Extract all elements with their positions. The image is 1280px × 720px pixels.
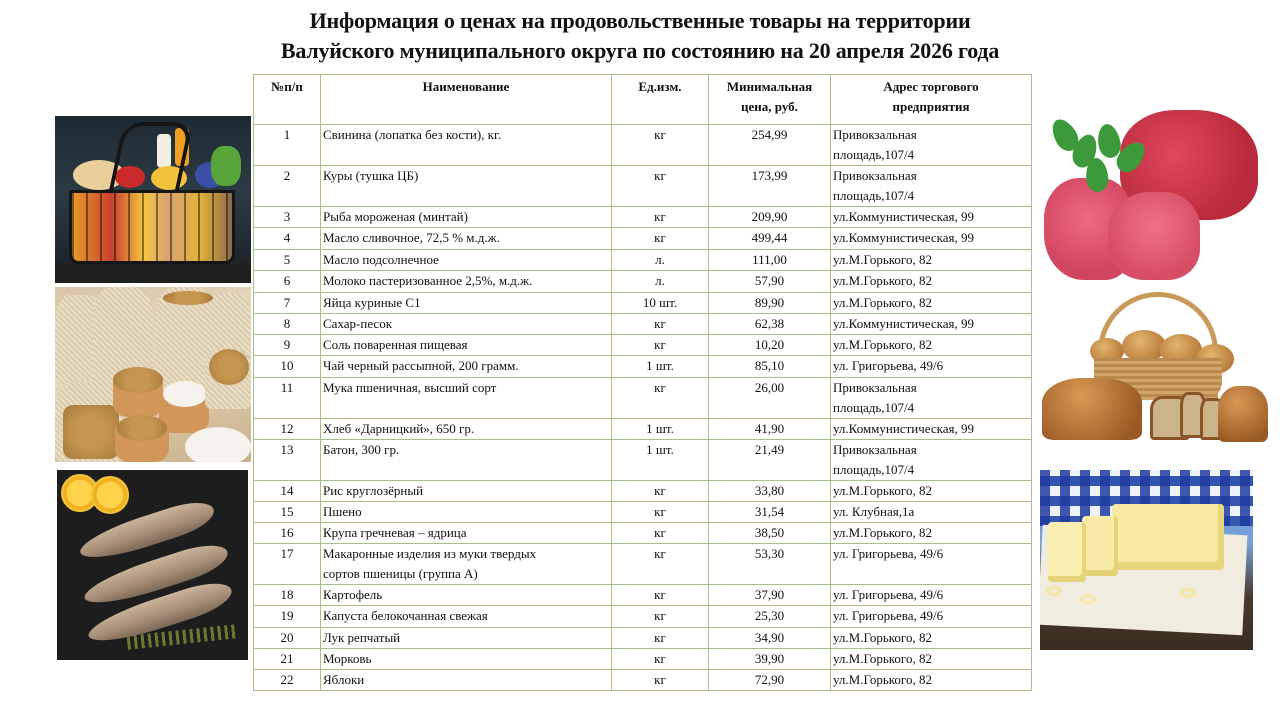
bread-basket-photo xyxy=(1040,290,1268,450)
cell-price: 62,38 xyxy=(709,314,831,335)
cell-price: 254,99 xyxy=(709,125,831,166)
cell-name xyxy=(321,250,612,271)
cell-name xyxy=(321,649,612,670)
cell-name-line1: Чай черный рассыпной, 200 грамм. xyxy=(323,358,519,373)
cell-num: 14 xyxy=(254,481,321,502)
cell-address-line2: ул. Григорьева, 49/6 xyxy=(833,358,944,373)
cell-name-line1: Капуста белокочанная свежая xyxy=(323,608,488,623)
cell-unit: 1 шт. xyxy=(612,419,709,440)
table-row xyxy=(254,166,1032,207)
cell-name-line1: Картофель xyxy=(323,587,383,602)
cell-address xyxy=(831,207,1032,228)
cell-unit: кг xyxy=(612,523,709,544)
cell-price: 26,00 xyxy=(709,378,831,419)
cell-price: 10,20 xyxy=(709,335,831,356)
cell-num: 21 xyxy=(254,649,321,670)
cell-name xyxy=(321,335,612,356)
cell-address-line2: ул.Коммунистическая, 99 xyxy=(833,316,974,331)
cell-name xyxy=(321,544,612,585)
col-header-unit: Ед.изм. xyxy=(612,75,709,125)
table-row xyxy=(254,628,1032,649)
table-row xyxy=(254,314,1032,335)
cell-address-line2: ул. Григорьева, 49/6 xyxy=(833,608,944,623)
cell-address-line1: Привокзальная xyxy=(833,442,917,457)
cell-name-line2: сортов пшеницы (группа А) xyxy=(323,566,478,581)
col-header-address xyxy=(831,75,1032,125)
cell-price: 38,50 xyxy=(709,523,831,544)
table-row xyxy=(254,250,1032,271)
table-row xyxy=(254,271,1032,293)
cell-address-line2: ул.М.Горького, 82 xyxy=(833,273,932,288)
cell-unit: кг xyxy=(612,502,709,523)
cell-price: 21,49 xyxy=(709,440,831,481)
table-row xyxy=(254,523,1032,544)
table-row xyxy=(254,207,1032,228)
grain-sacks-photo xyxy=(55,287,251,462)
table-row xyxy=(254,670,1032,691)
cell-name xyxy=(321,481,612,502)
cell-price: 85,10 xyxy=(709,356,831,378)
cell-name xyxy=(321,670,612,691)
cell-address xyxy=(831,314,1032,335)
cell-num: 1 xyxy=(254,125,321,166)
cell-name xyxy=(321,378,612,419)
cell-num: 22 xyxy=(254,670,321,691)
table-row xyxy=(254,649,1032,670)
cell-price: 25,30 xyxy=(709,606,831,628)
cell-address xyxy=(831,628,1032,649)
cell-address-line2: площадь,107/4 xyxy=(833,400,915,415)
cell-address xyxy=(831,166,1032,207)
table-row xyxy=(254,544,1032,585)
cell-price: 72,90 xyxy=(709,670,831,691)
cell-name-line1: Соль поваренная пищевая xyxy=(323,337,468,352)
cell-name xyxy=(321,440,612,481)
cell-address xyxy=(831,228,1032,250)
cell-price: 53,30 xyxy=(709,544,831,585)
cell-name-line1: Пшено xyxy=(323,504,362,519)
cell-address xyxy=(831,481,1032,502)
cell-address-line2: ул. Григорьева, 49/6 xyxy=(833,546,944,561)
cell-name-line1: Масло сливочное, 72,5 % м.д.ж. xyxy=(323,230,500,245)
cell-price: 499,44 xyxy=(709,228,831,250)
cell-unit: 10 шт. xyxy=(612,293,709,314)
cell-name xyxy=(321,356,612,378)
cell-address-line2: ул.М.Горького, 82 xyxy=(833,337,932,352)
cell-name xyxy=(321,166,612,207)
cell-num: 17 xyxy=(254,544,321,585)
cell-num: 13 xyxy=(254,440,321,481)
cell-num: 10 xyxy=(254,356,321,378)
cell-name-line1: Куры (тушка ЦБ) xyxy=(323,168,419,183)
cell-address-line2: ул. Григорьева, 49/6 xyxy=(833,587,944,602)
table-row xyxy=(254,335,1032,356)
cell-address xyxy=(831,670,1032,691)
cell-num: 7 xyxy=(254,293,321,314)
cell-unit: л. xyxy=(612,250,709,271)
cell-address-line2: площадь,107/4 xyxy=(833,462,915,477)
table-row xyxy=(254,293,1032,314)
cell-name xyxy=(321,271,612,293)
cell-unit: кг xyxy=(612,649,709,670)
butter-photo xyxy=(1040,470,1253,650)
cell-unit: кг xyxy=(612,228,709,250)
raw-meat-photo xyxy=(1040,104,1260,294)
cell-address xyxy=(831,502,1032,523)
title-line-1: Информация о ценах на продовольственные товары на территории xyxy=(309,8,971,33)
cell-unit: кг xyxy=(612,335,709,356)
cell-price: 31,54 xyxy=(709,502,831,523)
table-row xyxy=(254,378,1032,419)
cell-price: 39,90 xyxy=(709,649,831,670)
cell-address-line2: ул.М.Горького, 82 xyxy=(833,525,932,540)
table-row xyxy=(254,606,1032,628)
cell-name xyxy=(321,502,612,523)
cell-name-line1: Яйца куриные С1 xyxy=(323,295,421,310)
cell-unit: кг xyxy=(612,378,709,419)
cell-name xyxy=(321,585,612,606)
cell-unit: кг xyxy=(612,481,709,502)
col-header-price-line1: Минимальная xyxy=(726,79,813,94)
cell-address-line2: ул.М.Горького, 82 xyxy=(833,252,932,267)
cell-name-line1: Батон, 300 гр. xyxy=(323,442,400,457)
cell-address xyxy=(831,356,1032,378)
cell-name xyxy=(321,419,612,440)
cell-address xyxy=(831,378,1032,419)
cell-price: 34,90 xyxy=(709,628,831,649)
cell-price: 57,90 xyxy=(709,271,831,293)
cell-num: 12 xyxy=(254,419,321,440)
cell-address xyxy=(831,606,1032,628)
cell-address-line2: ул.М.Горького, 82 xyxy=(833,295,932,310)
cell-name xyxy=(321,125,612,166)
cell-price: 111,00 xyxy=(709,250,831,271)
cell-address xyxy=(831,293,1032,314)
table-row xyxy=(254,502,1032,523)
cell-address xyxy=(831,585,1032,606)
cell-address xyxy=(831,125,1032,166)
cell-address-line2: ул.Коммунистическая, 99 xyxy=(833,209,974,224)
cell-address-line1: Привокзальная xyxy=(833,127,917,142)
cell-price: 37,90 xyxy=(709,585,831,606)
cell-price: 209,90 xyxy=(709,207,831,228)
cell-address-line2: ул.Коммунистическая, 99 xyxy=(833,230,974,245)
cell-name-line1: Сахар-песок xyxy=(323,316,393,331)
cell-address xyxy=(831,523,1032,544)
cell-unit: кг xyxy=(612,670,709,691)
cell-name-line1: Рыба мороженая (минтай) xyxy=(323,209,468,224)
col-header-address-line2: предприятия xyxy=(892,99,970,114)
cell-num: 2 xyxy=(254,166,321,207)
cell-name-line1: Свинина (лопатка без кости), кг. xyxy=(323,127,502,142)
col-header-name: Наименование xyxy=(321,75,612,125)
cell-num: 6 xyxy=(254,271,321,293)
col-header-price xyxy=(709,75,831,125)
cell-address xyxy=(831,649,1032,670)
page-title xyxy=(200,6,1080,66)
cell-name-line1: Хлеб «Дарницкий», 650 гр. xyxy=(323,421,475,436)
table-row xyxy=(254,125,1032,166)
cell-num: 20 xyxy=(254,628,321,649)
cell-price: 89,90 xyxy=(709,293,831,314)
table-row xyxy=(254,419,1032,440)
table-row xyxy=(254,356,1032,378)
table-row xyxy=(254,585,1032,606)
cell-unit: 1 шт. xyxy=(612,356,709,378)
cell-num: 19 xyxy=(254,606,321,628)
cell-price: 173,99 xyxy=(709,166,831,207)
cell-unit: л. xyxy=(612,271,709,293)
cell-name xyxy=(321,228,612,250)
cell-address-line2: площадь,107/4 xyxy=(833,147,915,162)
cell-unit: кг xyxy=(612,314,709,335)
cell-num: 8 xyxy=(254,314,321,335)
cell-address-line2: ул.М.Горького, 82 xyxy=(833,630,932,645)
cell-unit: кг xyxy=(612,606,709,628)
cell-num: 18 xyxy=(254,585,321,606)
cell-name xyxy=(321,523,612,544)
cell-address-line2: ул. Клубная,1а xyxy=(833,504,915,519)
cell-address-line2: ул.М.Горького, 82 xyxy=(833,483,932,498)
price-table xyxy=(253,74,1032,691)
cell-name xyxy=(321,207,612,228)
cell-address xyxy=(831,335,1032,356)
cell-address xyxy=(831,419,1032,440)
cell-unit: кг xyxy=(612,544,709,585)
cell-name-line1: Мука пшеничная, высший сорт xyxy=(323,380,497,395)
cell-unit: 1 шт. xyxy=(612,440,709,481)
grocery-basket-photo xyxy=(55,116,251,283)
cell-address-line1: Привокзальная xyxy=(833,380,917,395)
cell-price: 41,90 xyxy=(709,419,831,440)
table-row xyxy=(254,440,1032,481)
cell-address xyxy=(831,544,1032,585)
cell-name xyxy=(321,606,612,628)
cell-address xyxy=(831,440,1032,481)
cell-unit: кг xyxy=(612,166,709,207)
cell-name-line1: Морковь xyxy=(323,651,372,666)
cell-num: 3 xyxy=(254,207,321,228)
cell-address-line2: ул.Коммунистическая, 99 xyxy=(833,421,974,436)
cell-address-line2: ул.М.Горького, 82 xyxy=(833,672,932,687)
cell-num: 11 xyxy=(254,378,321,419)
cell-name-line1: Рис круглозёрный xyxy=(323,483,424,498)
col-header-price-line2: цена, руб. xyxy=(741,99,798,114)
cell-name-line1: Молоко пастеризованное 2,5%, м.д.ж. xyxy=(323,273,533,288)
cell-name xyxy=(321,314,612,335)
cell-name-line1: Масло подсолнечное xyxy=(323,252,439,267)
cell-address-line2: ул.М.Горького, 82 xyxy=(833,651,932,666)
cell-name-line1: Крупа гречневая – ядрица xyxy=(323,525,467,540)
title-line-2: Валуйского муниципального округа по состоянию на 20 апреля 2026 года xyxy=(280,38,1000,63)
cell-address xyxy=(831,271,1032,293)
cell-name-line1: Лук репчатый xyxy=(323,630,401,645)
cell-name-line1: Макаронные изделия из муки твердых xyxy=(323,546,537,561)
cell-unit: кг xyxy=(612,125,709,166)
cell-name xyxy=(321,628,612,649)
cell-num: 9 xyxy=(254,335,321,356)
cell-name xyxy=(321,293,612,314)
cell-num: 5 xyxy=(254,250,321,271)
cell-name-line1: Яблоки xyxy=(323,672,365,687)
frozen-fish-photo xyxy=(57,470,248,660)
cell-num: 15 xyxy=(254,502,321,523)
col-header-address-line1: Адрес торгового xyxy=(883,79,979,94)
table-row xyxy=(254,481,1032,502)
cell-price: 33,80 xyxy=(709,481,831,502)
cell-num: 16 xyxy=(254,523,321,544)
cell-num: 4 xyxy=(254,228,321,250)
table-header-row xyxy=(254,75,1032,125)
cell-unit: кг xyxy=(612,585,709,606)
table-row xyxy=(254,228,1032,250)
cell-unit: кг xyxy=(612,207,709,228)
cell-address xyxy=(831,250,1032,271)
cell-address-line1: Привокзальная xyxy=(833,168,917,183)
cell-unit: кг xyxy=(612,628,709,649)
col-header-num: №п/п xyxy=(254,75,321,125)
cell-address-line2: площадь,107/4 xyxy=(833,188,915,203)
